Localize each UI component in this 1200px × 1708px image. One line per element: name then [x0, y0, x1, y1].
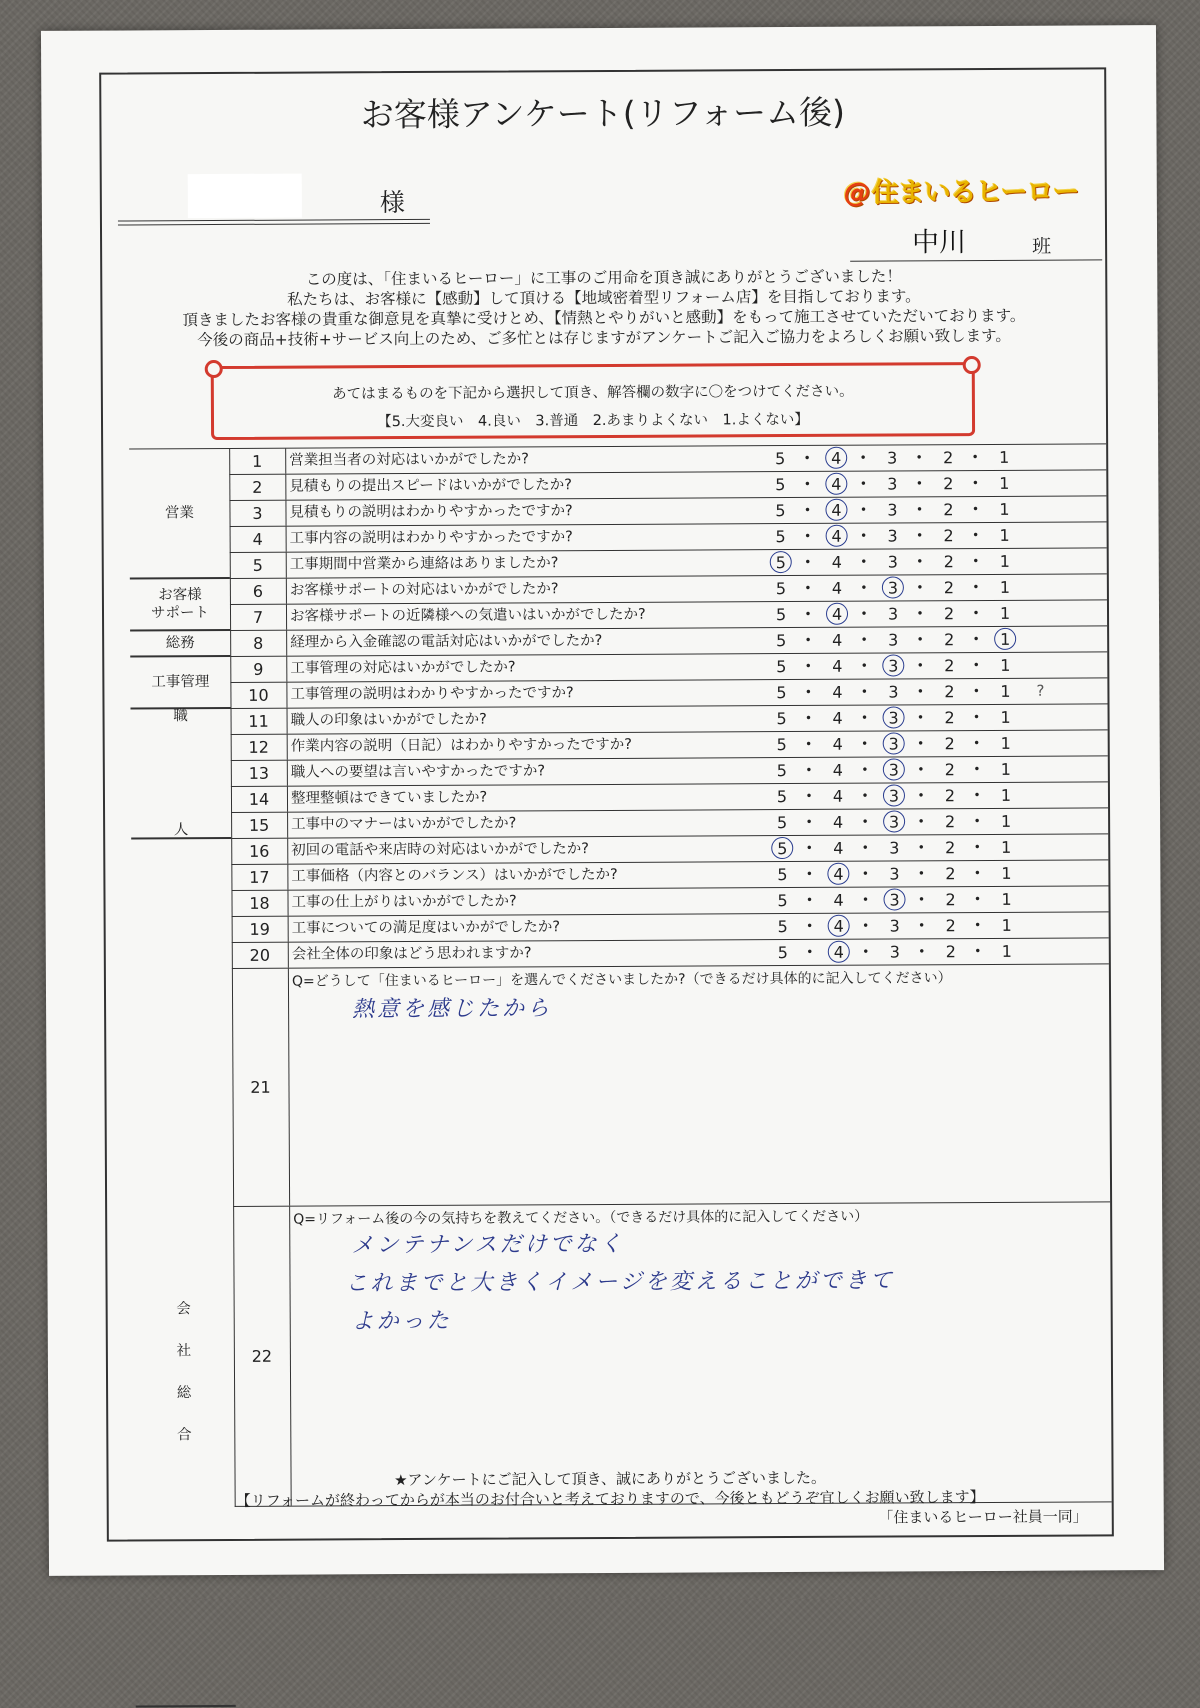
question-number: 21 [232, 969, 290, 1206]
question-text: 工事の仕上がりはいかがでしたか? [291, 893, 517, 911]
scale-separator: • [973, 736, 981, 751]
rating-option-3[interactable]: 3 [881, 705, 907, 730]
rating-option-3[interactable]: 3 [888, 682, 899, 702]
scale-separator: • [973, 762, 981, 777]
question-number: 6 [230, 579, 287, 604]
rating-scale [768, 575, 1028, 601]
scale-separator: • [859, 476, 867, 491]
closing-line-2: 【リフォームが終わってからが本当のお付合いと考えておりますので、今後ともどうぞ宜しくお願い致します】 [235, 1488, 985, 1510]
category-label [130, 579, 230, 632]
rating-scale [770, 939, 1030, 965]
rating-option-5[interactable]: 5 [775, 449, 786, 469]
scale-separator: • [973, 866, 981, 881]
rating-option-1[interactable]: 1 [999, 447, 1010, 467]
scale-separator: • [971, 450, 979, 465]
scale-separator: • [916, 580, 924, 595]
scale-separator: • [916, 710, 925, 725]
question-number: 13 [231, 761, 288, 786]
question-number: 19 [232, 917, 289, 942]
scale-separator: • [804, 606, 812, 621]
question-number: 16 [231, 839, 288, 864]
rating-option-1[interactable]: 1 [999, 525, 1010, 545]
instructions-line-2: 【5.大変良い 4.良い 3.普通 2.あまりよくない 1.よくない】 [377, 411, 809, 431]
rating-option-1[interactable]: 1 [999, 499, 1010, 519]
rating-table [129, 443, 1106, 1444]
question-text: 工事価格（内容とのバランス）はいかがでしたか? [291, 866, 618, 885]
scale-separator: • [861, 866, 869, 881]
scale-separator: • [803, 476, 811, 491]
scale-separator: • [972, 606, 980, 621]
instructions-line-1: あてはまるものを下記から選択して頂き、解答欄の数字に〇をつけてください。 [332, 383, 854, 403]
rating-scale [768, 549, 1028, 575]
customer-name-redaction [188, 174, 302, 219]
question-text: 整理整頓はできていましたか? [290, 789, 488, 807]
rating-option-4[interactable]: 4 [832, 630, 843, 650]
handwritten-answer-line[interactable]: メンテナンスだけでなく [351, 1231, 625, 1259]
rating-option-4[interactable]: 4 [833, 838, 844, 858]
handwritten-answer-line[interactable]: 熱意を感じたから [352, 996, 553, 1023]
rating-option-3[interactable]: 3 [887, 448, 898, 468]
rating-scale [767, 497, 1027, 523]
scale-separator: • [859, 450, 867, 465]
rating-option-5[interactable]: 5 [777, 917, 788, 937]
scale-separator: • [860, 606, 868, 621]
question-text: お客様サポートの近隣様への気遣いはいかがでしたか? [289, 606, 646, 625]
scale-separator: • [804, 554, 812, 569]
rating-option-1[interactable]: 1 [1000, 733, 1011, 753]
rating-option-2[interactable]: 2 [944, 786, 956, 806]
rating-scale [768, 653, 1028, 679]
question-number: 17 [231, 865, 288, 890]
rating-option-5[interactable]: 5 [776, 735, 787, 755]
rating-option-5[interactable]: 5 [768, 550, 794, 575]
rating-scale [769, 731, 1029, 757]
scale-separator: • [860, 684, 869, 699]
rating-option-4[interactable]: 4 [824, 602, 850, 627]
question-text: 見積もりの説明はわかりやすかったですか? [289, 503, 573, 521]
rating-option-2[interactable]: 2 [943, 500, 954, 520]
rating-scale [768, 627, 1028, 653]
category-char [178, 745, 183, 763]
scale-separator: • [803, 450, 811, 465]
scale-separator: • [916, 658, 924, 673]
rating-option-2[interactable]: 2 [943, 552, 954, 572]
category-label [130, 631, 230, 658]
rating-scale [767, 471, 1027, 497]
rating-option-4[interactable]: 4 [832, 656, 843, 676]
scale-separator: • [916, 606, 924, 621]
question-text: お客様サポートの対応はいかがでしたか? [289, 581, 559, 599]
handwritten-answer-line[interactable]: これまでと大きくイメージを変えることができて [345, 1268, 895, 1297]
rating-option-5[interactable]: 5 [775, 605, 787, 625]
rating-option-4[interactable]: 4 [832, 708, 843, 728]
scale-separator: • [917, 892, 926, 907]
rating-option-5[interactable]: 5 [775, 501, 786, 521]
rating-scale [768, 601, 1028, 627]
rating-option-4[interactable]: 4 [823, 472, 849, 497]
rating-option-4[interactable]: 4 [831, 552, 842, 572]
scale-separator: • [804, 710, 813, 725]
question-text: 経理から入金確認の電話対応はいかがでしたか? [290, 632, 603, 651]
scale-separator: • [805, 840, 813, 855]
rating-option-5[interactable]: 5 [776, 787, 788, 807]
scale-separator: • [974, 944, 982, 959]
survey-sheet [41, 25, 1164, 1576]
rating-option-4[interactable]: 4 [832, 786, 844, 806]
closing-line-1: ★アンケートにご記入して頂き、誠にありがとうございました。 [394, 1468, 827, 1490]
rating-option-5[interactable]: 5 [776, 631, 787, 651]
question-text: 初回の電話や来店時の対応はいかがでしたか? [291, 841, 589, 859]
free-answer-box [233, 1202, 1112, 1507]
rating-option-4[interactable]: 4 [826, 940, 852, 965]
rating-scale [768, 679, 1028, 705]
rating-option-1[interactable]: 1 [1000, 655, 1011, 675]
rating-scale [768, 523, 1028, 549]
scale-separator: • [917, 736, 925, 751]
rating-option-4[interactable]: 4 [832, 682, 843, 702]
survey-title: お客様アンケート(リフォーム後) [360, 92, 846, 135]
scale-separator: • [918, 918, 926, 933]
free-question-text: Q=リフォーム後の今の気持ちを教えてください。（できるだけ具体的に記入してください） [293, 1208, 869, 1228]
scale-separator: • [972, 632, 980, 647]
rating-option-3[interactable]: 3 [887, 552, 898, 572]
scale-separator: • [973, 788, 981, 803]
rating-option-4[interactable]: 4 [832, 812, 844, 832]
rating-option-3[interactable]: 3 [881, 731, 907, 756]
scale-separator: • [861, 736, 869, 751]
rating-option-2[interactable]: 2 [943, 526, 954, 546]
question-number: 20 [232, 943, 289, 968]
rating-option-3[interactable]: 3 [881, 783, 907, 808]
scale-separator: • [917, 840, 925, 855]
rating-option-1[interactable]: 1 [1001, 837, 1012, 857]
question-number: 9 [230, 657, 287, 682]
rating-option-1[interactable]: 1 [1000, 681, 1011, 701]
question-number: 18 [231, 891, 288, 916]
rating-option-4[interactable]: 4 [832, 734, 843, 754]
intro-line: 今後の商品+技術+サービス向上のため、ご多忙とは存じますがアンケートご記入ご協力をよろしくお願い致します。 [197, 326, 1011, 350]
company-logo [844, 169, 1079, 209]
logo-mark: @ [843, 177, 870, 209]
handwritten-answer-line[interactable]: よかった [351, 1308, 452, 1335]
rating-option-2[interactable]: 2 [945, 864, 956, 884]
intro-line: 私たちは、お客様に【感動】して頂ける【地域密着型リフォーム店】を目指しております。 [287, 287, 921, 309]
intro-line: 頂きましたお客様の貴重な御意見を真摯に受けとめ、【情熱とやりがいと感動】をもって施工させていただいております。 [182, 306, 1026, 330]
question-text: 工事中のマナーはいかがでしたか? [291, 815, 517, 833]
rating-option-1[interactable]: 1 [999, 603, 1011, 623]
question-number: 5 [230, 553, 287, 578]
customer-name-underline [118, 219, 430, 222]
rating-option-5[interactable]: 5 [776, 683, 787, 703]
scale-separator: • [805, 762, 813, 777]
scale-separator: • [806, 918, 814, 933]
rating-option-1[interactable]: 1 [1000, 707, 1011, 727]
rating-option-1[interactable]: 1 [1000, 759, 1011, 779]
category-text: サポート [150, 605, 210, 622]
free-answer-box [232, 964, 1110, 1207]
scale-separator: • [862, 944, 870, 959]
rating-scale [769, 783, 1029, 809]
category-text: 営業 [164, 505, 195, 522]
staff-team-suffix: 班 [1032, 235, 1052, 258]
rating-scale [770, 913, 1030, 939]
rating-option-5[interactable]: 5 [776, 813, 788, 833]
rating-option-4[interactable]: 4 [823, 446, 849, 471]
scale-separator: • [805, 736, 813, 751]
scale-separator: • [973, 814, 981, 829]
rating-option-3[interactable]: 3 [887, 500, 898, 520]
rating-option-2[interactable]: 2 [945, 838, 956, 858]
category-text: 工事管理 [151, 674, 210, 691]
scale-separator: • [917, 814, 925, 829]
rating-option-2[interactable]: 2 [944, 734, 955, 754]
question-number: 3 [229, 501, 286, 526]
question-text: 見積もりの提出スピードはいかがでしたか? [289, 477, 573, 495]
scale-separator: • [803, 502, 812, 517]
rating-option-5[interactable]: 5 [777, 891, 788, 911]
rating-option-1[interactable]: 1 [1001, 863, 1012, 883]
rating-option-3[interactable]: 3 [880, 575, 906, 600]
category-char: 社 [176, 1343, 192, 1360]
rating-option-5[interactable]: 5 [775, 527, 786, 547]
rating-option-2[interactable]: 2 [944, 760, 955, 780]
rating-option-5[interactable]: 5 [776, 761, 787, 781]
category-char: 総 [176, 1385, 192, 1402]
scale-separator: • [804, 658, 812, 673]
question-number: 15 [231, 813, 288, 838]
rating-option-1[interactable]: 1 [999, 473, 1010, 493]
rating-option-3[interactable]: 3 [889, 942, 900, 962]
question-number: 2 [229, 475, 286, 500]
free-question-text: Q=どうして「住まいるヒーロー」を選んでくださいましたか?（できるだけ具体的に記入してください） [291, 970, 952, 990]
question-text: 営業担当者の対応はいかがでしたか? [289, 451, 529, 469]
rating-option-2[interactable]: 2 [943, 474, 954, 494]
customer-name-underline-2 [118, 223, 430, 226]
scale-separator: • [972, 658, 980, 673]
category-text: お客様 [158, 587, 202, 604]
scale-separator: • [972, 554, 980, 569]
question-number: 4 [230, 527, 287, 552]
rating-option-5[interactable]: 5 [777, 943, 788, 963]
rating-option-5[interactable]: 5 [777, 865, 788, 885]
rating-option-2[interactable]: 2 [943, 448, 954, 468]
rating-option-3[interactable]: 3 [887, 526, 898, 546]
rating-option-4[interactable]: 4 [826, 914, 852, 939]
staff-underline [850, 259, 1102, 261]
rating-option-2[interactable]: 2 [943, 604, 955, 624]
rating-scale [769, 705, 1029, 731]
rating-option-3[interactable]: 3 [881, 887, 907, 912]
scale-separator: • [972, 528, 980, 543]
scale-separator: • [917, 866, 925, 881]
scale-separator: • [805, 866, 813, 881]
scale-separator: • [916, 632, 924, 647]
rating-option-5[interactable]: 5 [775, 579, 787, 599]
scale-separator: • [916, 554, 924, 569]
scale-separator: • [917, 762, 925, 777]
staff-name: 中川 [912, 227, 967, 259]
scale-separator: • [915, 502, 924, 517]
scale-separator: • [805, 814, 813, 829]
scale-separator: • [861, 892, 870, 907]
rating-option-1[interactable]: 1 [999, 577, 1011, 597]
rating-option-2[interactable]: 2 [944, 682, 955, 702]
scale-separator: • [916, 528, 924, 543]
rating-scale [769, 835, 1029, 861]
scale-separator: • [860, 710, 869, 725]
question-number: 7 [230, 605, 287, 630]
scale-separator: • [972, 684, 980, 699]
category-char: 職 [173, 708, 188, 725]
closing-signature: 「住まいるヒーロー社員一同」 [878, 1507, 1088, 1527]
rating-option-1[interactable]: 1 [1001, 915, 1012, 935]
scale-separator: • [860, 528, 868, 543]
category-label [129, 449, 230, 580]
question-number: 12 [231, 735, 288, 760]
scale-separator: • [804, 632, 812, 647]
question-text: 工事管理の対応はいかがでしたか? [290, 659, 516, 677]
scale-separator: • [917, 788, 925, 803]
rating-option-2[interactable]: 2 [944, 812, 956, 832]
scale-separator: • [804, 684, 813, 699]
rating-scale [767, 445, 1027, 471]
rating-option-4[interactable]: 4 [832, 760, 843, 780]
intro-line: この度は、「住まいるヒーロー」に工事のご用命を頂き誠にありがとうございました！ [305, 267, 902, 289]
category-label [131, 709, 232, 840]
rating-option-4[interactable]: 4 [831, 578, 843, 598]
scale-separator: • [861, 788, 869, 803]
rating-option-4[interactable]: 4 [825, 862, 851, 887]
rating-option-3[interactable]: 3 [881, 809, 907, 834]
rating-option-5[interactable]: 5 [775, 475, 786, 495]
category-label [130, 657, 230, 710]
scale-separator: • [915, 450, 923, 465]
question-number: 1 [229, 449, 286, 474]
question-text: 職人の印象はいかがでしたか? [290, 711, 487, 729]
scale-separator: • [860, 658, 868, 673]
scale-separator: • [918, 944, 926, 959]
customer-honorific: 様 [379, 188, 405, 218]
scale-separator: • [860, 554, 868, 569]
question-text: 会社全体の印象はどう思われますか? [291, 945, 532, 963]
rating-option-2[interactable]: 2 [943, 578, 955, 598]
scale-separator: • [806, 944, 814, 959]
rating-option-1[interactable]: 1 [1000, 811, 1012, 831]
scale-separator: • [861, 814, 869, 829]
rating-option-4[interactable]: 4 [824, 524, 850, 549]
rating-option-1[interactable]: 1 [1001, 941, 1012, 961]
rating-option-5[interactable]: 5 [776, 657, 787, 677]
scale-separator: • [972, 580, 980, 595]
question-number: 8 [230, 631, 287, 656]
scale-separator: • [804, 580, 812, 595]
rating-option-3[interactable]: 3 [880, 653, 906, 678]
scale-separator: • [804, 528, 812, 543]
question-number: 10 [230, 683, 287, 708]
survey-frame [99, 67, 1114, 1541]
rating-option-1[interactable]: 1 [1000, 785, 1012, 805]
question-number: 22 [233, 1207, 292, 1506]
closing-message [109, 1466, 1112, 1527]
scale-separator: • [915, 476, 923, 491]
category-char: 合 [177, 1427, 192, 1444]
question-text: 作業内容の説明（日記）はわかりやすかったですか? [290, 736, 632, 755]
rating-option-3[interactable]: 3 [888, 630, 899, 650]
category-char: 人 [173, 822, 189, 839]
scale-separator: • [862, 918, 870, 933]
instructions-banner [211, 362, 975, 440]
rating-option-2[interactable]: 2 [944, 656, 955, 676]
rating-option-2[interactable]: 2 [945, 916, 956, 936]
question-number: 14 [231, 787, 288, 812]
scale-separator: • [973, 892, 982, 907]
rating-option-3[interactable]: 3 [889, 916, 900, 936]
rating-scale [769, 809, 1029, 835]
scale-separator: • [971, 502, 980, 517]
category-label [131, 839, 236, 1708]
rating-option-5[interactable]: 5 [769, 836, 795, 861]
rating-option-4[interactable]: 4 [823, 498, 849, 523]
scale-separator: • [805, 892, 814, 907]
scale-separator: • [859, 502, 868, 517]
category-char [179, 783, 184, 801]
question-text: 職人への要望は言いやすかったですか? [290, 763, 546, 781]
scale-separator: • [971, 476, 979, 491]
scale-separator: • [860, 632, 868, 647]
rating-option-1[interactable]: 1 [1001, 889, 1012, 909]
question-text: 工事期間中営業から連絡はありましたか? [289, 555, 559, 573]
rating-option-1[interactable]: 1 [992, 627, 1018, 652]
rating-scale [769, 887, 1029, 913]
rating-option-1[interactable]: 1 [999, 551, 1010, 571]
rating-option-3[interactable]: 3 [889, 838, 900, 858]
question-text: 工事管理の説明はわかりやすかったですか? [290, 685, 574, 703]
question-text: 工事についての満足度はいかがでしたか? [291, 919, 561, 937]
scale-separator: • [973, 840, 981, 855]
scale-separator: • [860, 580, 868, 595]
rating-option-2[interactable]: 2 [944, 708, 955, 728]
scale-separator: • [861, 840, 869, 855]
scale-separator: • [974, 918, 982, 933]
handwritten-note: ? [1036, 681, 1045, 700]
category-text: 総務 [165, 635, 195, 652]
rating-option-3[interactable]: 3 [887, 604, 899, 624]
rating-option-2[interactable]: 2 [944, 630, 955, 650]
scale-separator: • [916, 684, 925, 699]
question-text: 工事内容の説明はわかりやすかったですか? [289, 529, 573, 547]
rating-option-5[interactable]: 5 [776, 709, 787, 729]
rating-option-3[interactable]: 3 [887, 474, 898, 494]
category-char: 会 [176, 1301, 191, 1318]
scale-separator: • [972, 710, 981, 725]
question-number: 11 [231, 709, 288, 734]
rating-option-3[interactable]: 3 [881, 757, 907, 782]
rating-scale [769, 757, 1029, 783]
rating-option-2[interactable]: 2 [945, 942, 956, 962]
logo-text: 住まいるヒーロー [871, 176, 1079, 209]
scale-separator: • [805, 788, 813, 803]
intro-text [102, 265, 1105, 350]
scale-separator: • [861, 762, 869, 777]
rating-option-4[interactable]: 4 [833, 890, 844, 910]
rating-scale [769, 861, 1029, 887]
rating-option-2[interactable]: 2 [945, 890, 956, 910]
rating-option-3[interactable]: 3 [889, 864, 900, 884]
